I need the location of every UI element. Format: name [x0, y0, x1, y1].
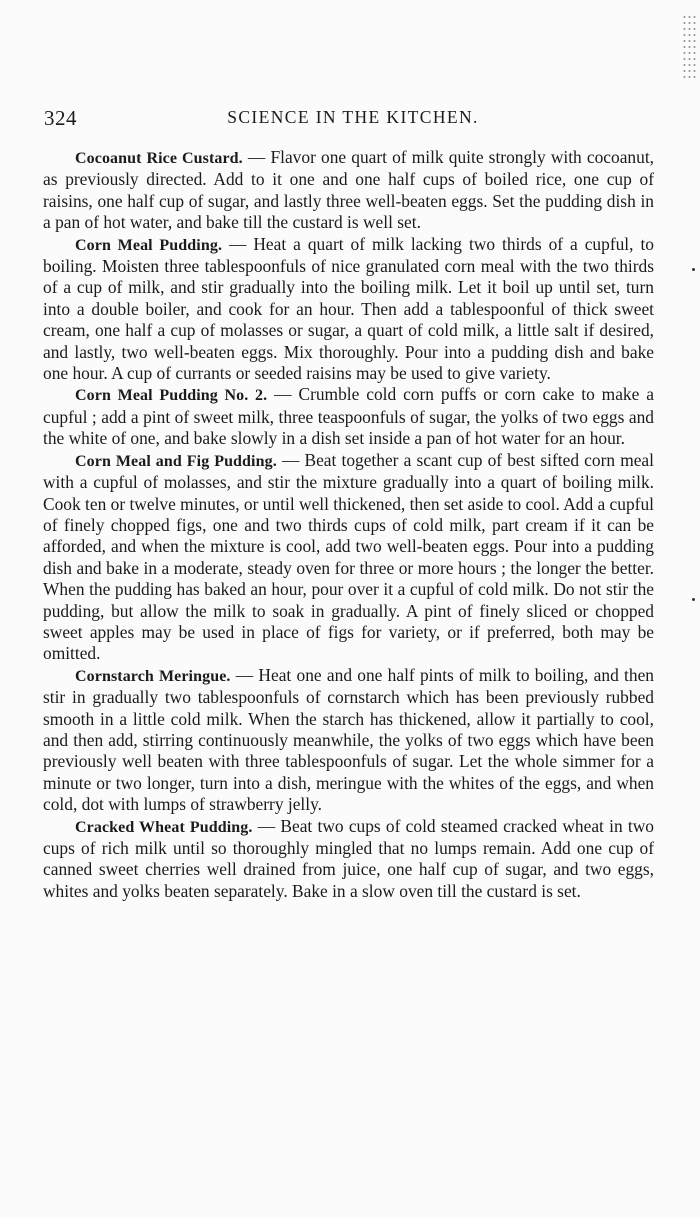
recipe-paragraph	[43, 384, 654, 449]
page-body	[43, 147, 654, 902]
recipe-title: Corn Meal and Fig Pudding.	[75, 452, 277, 470]
recipe-title: Corn Meal Pudding No. 2.	[75, 387, 268, 405]
recipe-text: — Flavor one quart of milk quite strongly with cocoanut, as previously directed. Add to it one and one half cups of boiled rice, one cup of raisins, one half cup of sugar, and lastly three well-beaten eggs. Set the pudding dish in a pan of hot water, and bake till the custard is well set.	[43, 147, 654, 233]
recipe-paragraph	[43, 147, 654, 234]
recipe-paragraph	[43, 234, 654, 385]
recipe-title: Cracked Wheat Pudding.	[75, 818, 253, 836]
page-speck	[692, 598, 695, 601]
recipe-text: — Heat a quart of milk lacking two thirds of a cupful, to boiling. Moisten three tablespoonfuls of nice granulated corn meal with the two thirds of a cup of milk, and stir gradually into the boiling milk. Let it boil up until set, turn into a double boiler, and cook for an hour. Then add a tablespoonful of thick sweet cream, one half a cup of molasses or sugar, a quart of cold milk, a little salt if desired, and lastly, two well-beaten eggs. Mix thoroughly. Pour into a pudding dish and bake one hour. A cup of currants or seeded raisins may be used to give variety.	[43, 233, 654, 384]
recipe-title: Cocoanut Rice Custard.	[75, 150, 243, 167]
recipe-text: — Beat two cups of cold steamed cracked wheat in two cups of rich milk until so thoroughly mingled that no lumps remain. Add one cup of canned sweet cherries well drained from juice, one half cup of sugar, and two eggs, whites and yolks beaten separately. Bake in a slow oven till the custard is set.	[43, 815, 654, 901]
recipe-text: — Heat one and one half pints of milk to boiling, and then stir in gradually two tablespoonfuls of cornstarch which has been previously rubbed smooth in a little cold milk. When the starch has thickened, allow it partially to cool, and then add, stirring continuously meanwhile, the yolks of two eggs which have been previously well beaten with three tablespoonfuls of sugar. Let the whole simmer for a minute or two longer, turn into a dish, meringue with the whites of the eggs, and when cold, dot with lumps of strawberry jelly.	[43, 664, 654, 815]
recipe-text: — Beat together a scant cup of best sifted corn meal with a cupful of molasses, and stir the mixture gradually into a quart of boiling milk. Cook ten or twelve minutes, or until well thickened, then set aside to cool. Add a cupful of finely chopped figs, one and two thirds cups of cold milk, part cream if it can be afforded, and when the mixture is cool, add two well-beaten eggs. Pour into a pudding dish and bake in a moderate, steady oven for three or more hours ; the longer the better. When the pudding has baked an hour, pour over it a cupful of cold milk. Do not stir the pudding, but allow the milk to soak in gradually. A pint of finely sliced or chopped sweet apples may be used in place of figs for variety, or if preferred, both may be omitted.	[43, 449, 654, 664]
page-edge-mark	[682, 14, 696, 80]
running-head: SCIENCE IN THE KITCHEN.	[227, 107, 479, 127]
recipe-paragraph	[43, 665, 654, 816]
page-number: 324	[44, 106, 77, 130]
recipe-title: Corn Meal Pudding.	[75, 236, 223, 254]
recipe-text: — Crumble cold corn puffs or corn cake to make a cupful ; add a pint of sweet milk, three teaspoonfuls of sugar, the yolks of two eggs and the white of one, and bake slowly in a dish set inside a pan of hot water for an hour.	[43, 384, 654, 449]
recipe-paragraph	[43, 450, 654, 665]
recipe-title: Cornstarch Meringue.	[75, 667, 231, 685]
recipe-paragraph	[43, 816, 654, 903]
page-speck	[692, 268, 695, 271]
